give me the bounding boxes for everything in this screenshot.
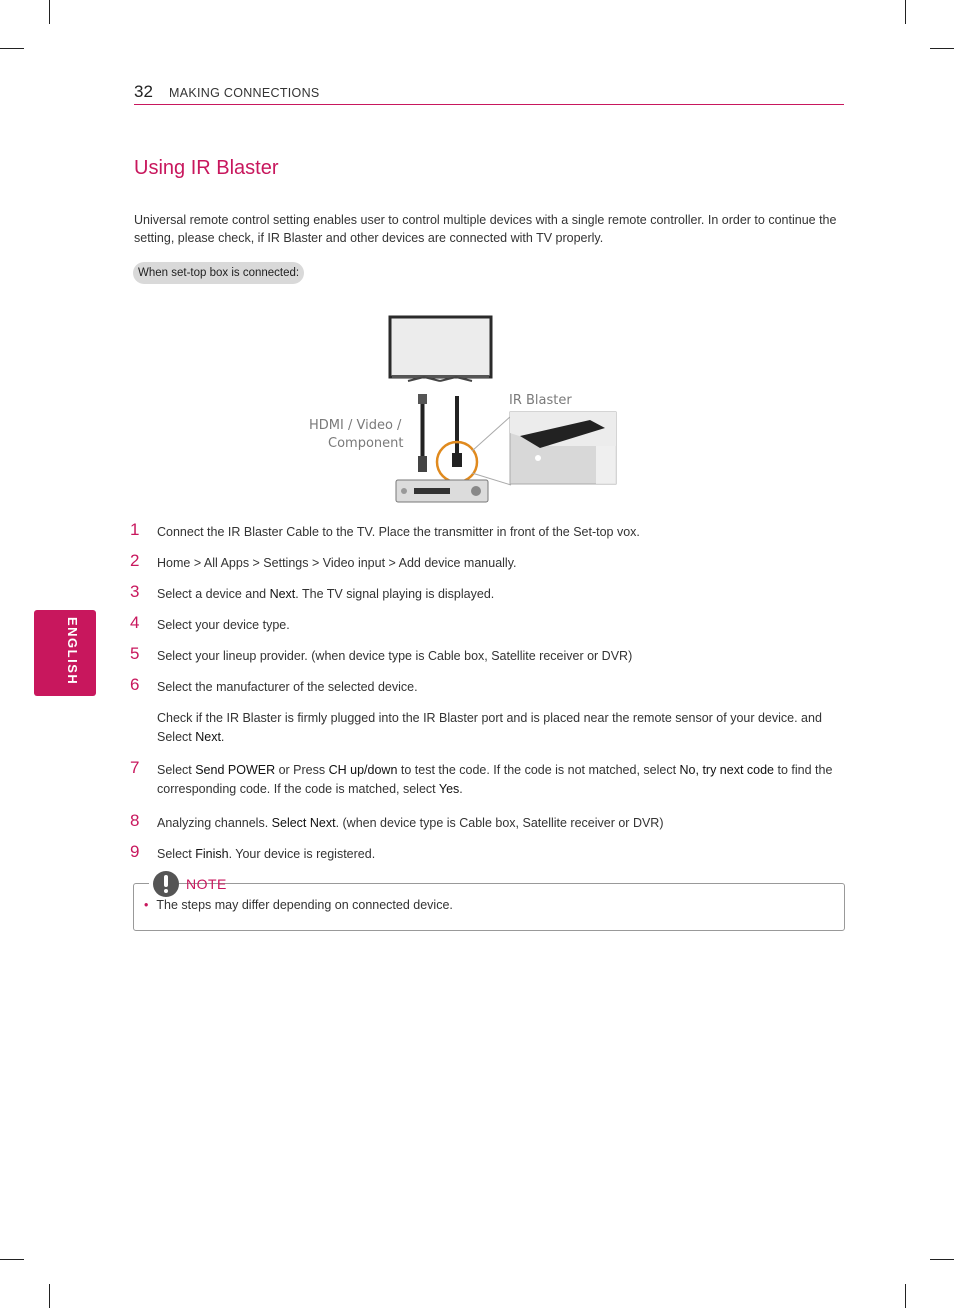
step-text-part: to find the corresponding code. If the code is matched, select: [157, 763, 833, 796]
crop-mark: [49, 0, 50, 24]
step-text-part: . Your device is registered.: [228, 847, 376, 861]
step-text: [157, 709, 847, 747]
hdmi-cable-illustration: [418, 394, 427, 472]
note-header: [149, 871, 227, 897]
step-text: [157, 554, 847, 573]
step-text-part: Select the manufacturer of the selected device.: [157, 680, 418, 694]
condition-pill: When set-top box is connected:: [133, 262, 304, 284]
step-text-part: .: [220, 730, 225, 744]
step-text: [157, 585, 847, 604]
note-label: NOTE: [186, 876, 227, 892]
menu-keyword: Yes: [438, 782, 460, 796]
menu-keyword: Select Next: [271, 816, 336, 830]
step-text: [157, 678, 847, 697]
step-text: [157, 647, 847, 666]
step-text-part: Select: [157, 847, 196, 861]
crop-mark: [930, 48, 954, 49]
step-text-part: Select your device type.: [157, 618, 290, 632]
bullet-dot-icon: •: [144, 898, 149, 912]
label-ir-blaster: IR Blaster: [509, 393, 572, 408]
step-number: 3: [130, 582, 140, 601]
crop-mark: [0, 1259, 24, 1260]
connection-diagram: [300, 308, 640, 513]
exclamation-icon: [153, 871, 179, 897]
set-top-box-illustration: [396, 480, 488, 502]
ir-blaster-zoom-illustration: [510, 412, 616, 484]
crop-mark: [905, 0, 906, 24]
step-number: 9: [130, 842, 140, 861]
language-tab-label: ENGLISH: [65, 617, 80, 686]
step-text: [157, 814, 847, 833]
crop-mark: [49, 1284, 50, 1308]
step-number: 1: [130, 520, 140, 539]
step-text-part: Check if the IR Blaster is firmly plugged into the IR Blaster port and is placed near the remote sensor of your device. and Select: [157, 711, 822, 744]
crop-mark: [905, 1284, 906, 1308]
menu-keyword: Finish: [195, 847, 229, 861]
step-text-part: .: [459, 782, 463, 796]
ir-cable-illustration: [437, 396, 477, 482]
step-text-part: Select a device and: [157, 587, 270, 601]
step-number: 8: [130, 811, 140, 830]
step-text-part: Select your lineup provider. (when device type is Cable box, Satellite receiver or DVR): [157, 649, 633, 663]
step-number: 7: [130, 758, 140, 777]
step-text: [157, 761, 847, 799]
page-title: Using IR Blaster: [134, 157, 279, 179]
menu-keyword: Next: [269, 587, 296, 601]
note-item: [144, 898, 453, 912]
step-text-part: Home > All Apps > Settings > Video input > Add device manually.: [157, 556, 517, 570]
step-text: [157, 616, 847, 635]
step-number: 6: [130, 675, 140, 694]
menu-keyword: Send POWER: [195, 763, 276, 777]
menu-keyword: CH up/down: [328, 763, 398, 777]
step-number: 4: [130, 613, 140, 632]
step-text-part: Connect the IR Blaster Cable to the TV. Place the transmitter in front of the Set-top vox.: [157, 525, 640, 539]
section-name: MAKING CONNECTIONS: [169, 86, 320, 100]
step-text-part: Analyzing channels.: [157, 816, 272, 830]
crop-mark: [930, 1259, 954, 1260]
step-text: [157, 523, 847, 542]
menu-keyword: No, try next code: [679, 763, 775, 777]
menu-keyword: Next: [195, 730, 221, 744]
label-hdmi-video: HDMI / Video /: [309, 418, 402, 433]
step-text-part: or Press: [275, 763, 329, 777]
tv-illustration: [390, 317, 491, 381]
step-text-part: . (when device type is Cable box, Satellite receiver or DVR): [335, 816, 664, 830]
intro-paragraph: Universal remote control setting enables user to control multiple devices with a single remote controller. In order to continue the setting, please check, if IR Blaster and other devices are connected with TV properly.: [134, 213, 837, 245]
step-number: 2: [130, 551, 140, 570]
step-text-part: to test the code. If the code is not matched, select: [397, 763, 680, 777]
label-component: Component: [328, 436, 404, 451]
connection-figure: [300, 308, 640, 513]
step-number: 5: [130, 644, 140, 663]
crop-mark: [0, 48, 24, 49]
step-text-part: . The TV signal playing is displayed.: [295, 587, 495, 601]
page-number: 32: [134, 82, 153, 101]
page-header: [134, 82, 844, 105]
step-text-part: Select: [157, 763, 196, 777]
step-text: [157, 845, 847, 864]
note-item-text: The steps may differ depending on connected device.: [156, 898, 453, 912]
